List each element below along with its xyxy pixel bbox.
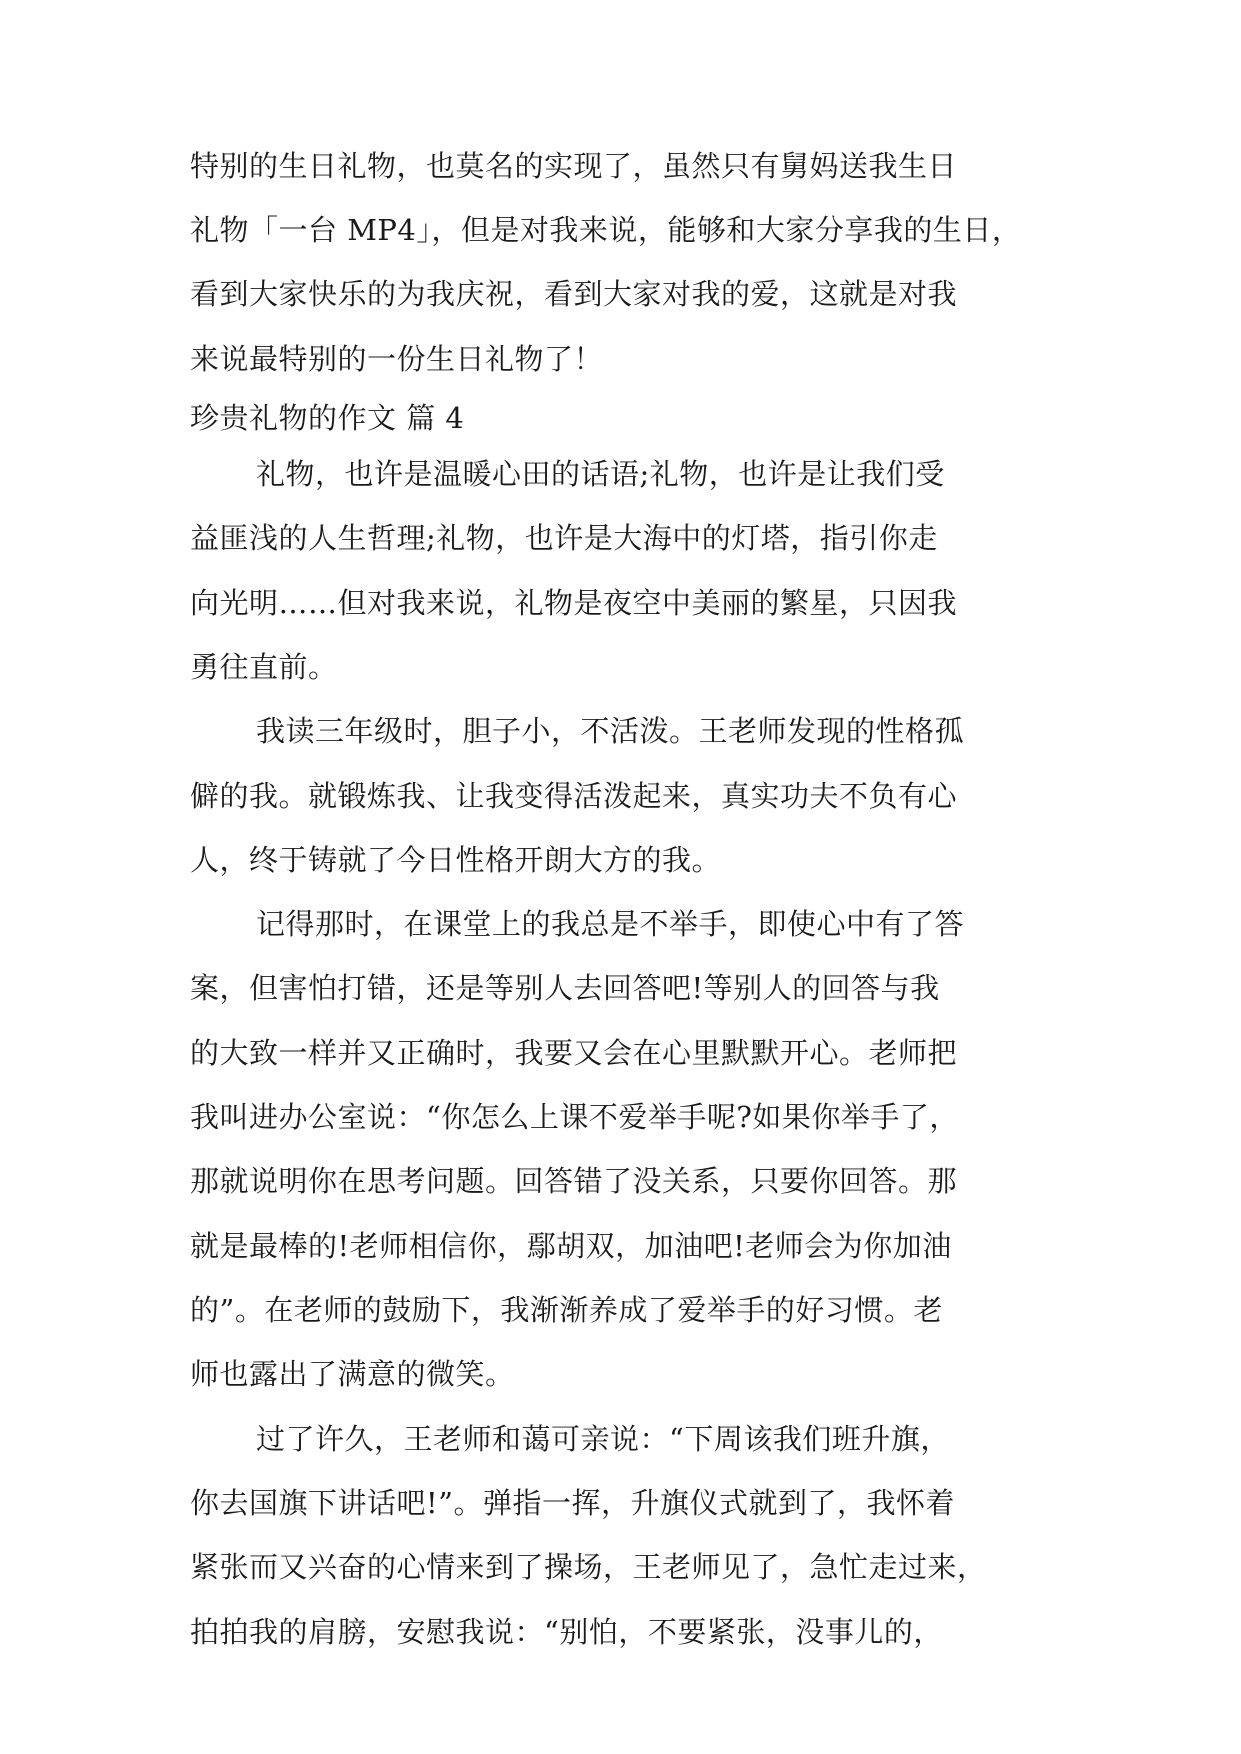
text-line: 拍拍我的肩膀，安慰我说：“别怕，不要紧张，没事儿的， <box>190 1615 943 1649</box>
text-line: 看到大家快乐的为我庆祝，看到大家对我的爱，这就是对我 <box>190 277 958 311</box>
text-line: 师也露出了满意的微笑。 <box>190 1357 515 1391</box>
text-line: 那就说明你在思考问题。回答错了没关系，只要你回答。那 <box>190 1164 958 1198</box>
paragraph-first-line: 我读三年级时，胆子小，不活泼。王老师发现的性格孤 <box>256 714 965 748</box>
text-line: 来说最特别的一份生日礼物了！ <box>190 342 604 376</box>
text-line: 的”。在老师的鼓励下，我渐渐养成了爱举手的好习惯。老 <box>190 1293 943 1327</box>
text-line: 紧张而又兴奋的心情来到了操场，王老师见了，急忙走过来， <box>190 1550 987 1584</box>
text-line: 特别的生日礼物，也莫名的实现了，虽然只有舅妈送我生日 <box>190 149 958 183</box>
text-line: 礼物「一台 MP4」，但是对我来说，能够和大家分享我的生日， <box>190 213 1022 247</box>
text-line: 僻的我。就锻炼我、让我变得活泼起来，真实功夫不负有心 <box>190 779 958 813</box>
text-line: 就是最棒的!老师相信你，鄢胡双，加油吧!老师会为你加油 <box>190 1229 952 1263</box>
text-line: 益匪浅的人生哲理;礼物，也许是大海中的灯塔，指引你走 <box>190 521 938 555</box>
paragraph-first-line: 礼物，也许是温暖心田的话语;礼物，也许是让我们受 <box>256 457 945 491</box>
text-line: 我叫进办公室说：“你怎么上课不爱举手呢?如果你举手了， <box>190 1100 959 1134</box>
text-line: 人，终于铸就了今日性格开朗大方的我。 <box>190 843 722 877</box>
text-line: 勇往直前。 <box>190 650 338 684</box>
text-line: 案，但害怕打错，还是等别人去回答吧!等别人的回答与我 <box>190 971 940 1005</box>
paragraph-first-line: 过了许久，王老师和蔼可亲说：“下周该我们班升旗， <box>256 1422 950 1456</box>
text-line: 的大致一样并又正确时，我要又会在心里默默开心。老师把 <box>190 1036 958 1070</box>
section-heading: 珍贵礼物的作文 篇 4 <box>190 401 465 435</box>
text-line: 向光明……但对我来说，礼物是夜空中美丽的繁星，只因我 <box>190 586 958 620</box>
text-line: 你去国旗下讲话吧!”。弹指一挥，升旗仪式就到了，我怀着 <box>190 1486 955 1520</box>
paragraph-first-line: 记得那时，在课堂上的我总是不举手，即使心中有了答 <box>256 907 965 941</box>
